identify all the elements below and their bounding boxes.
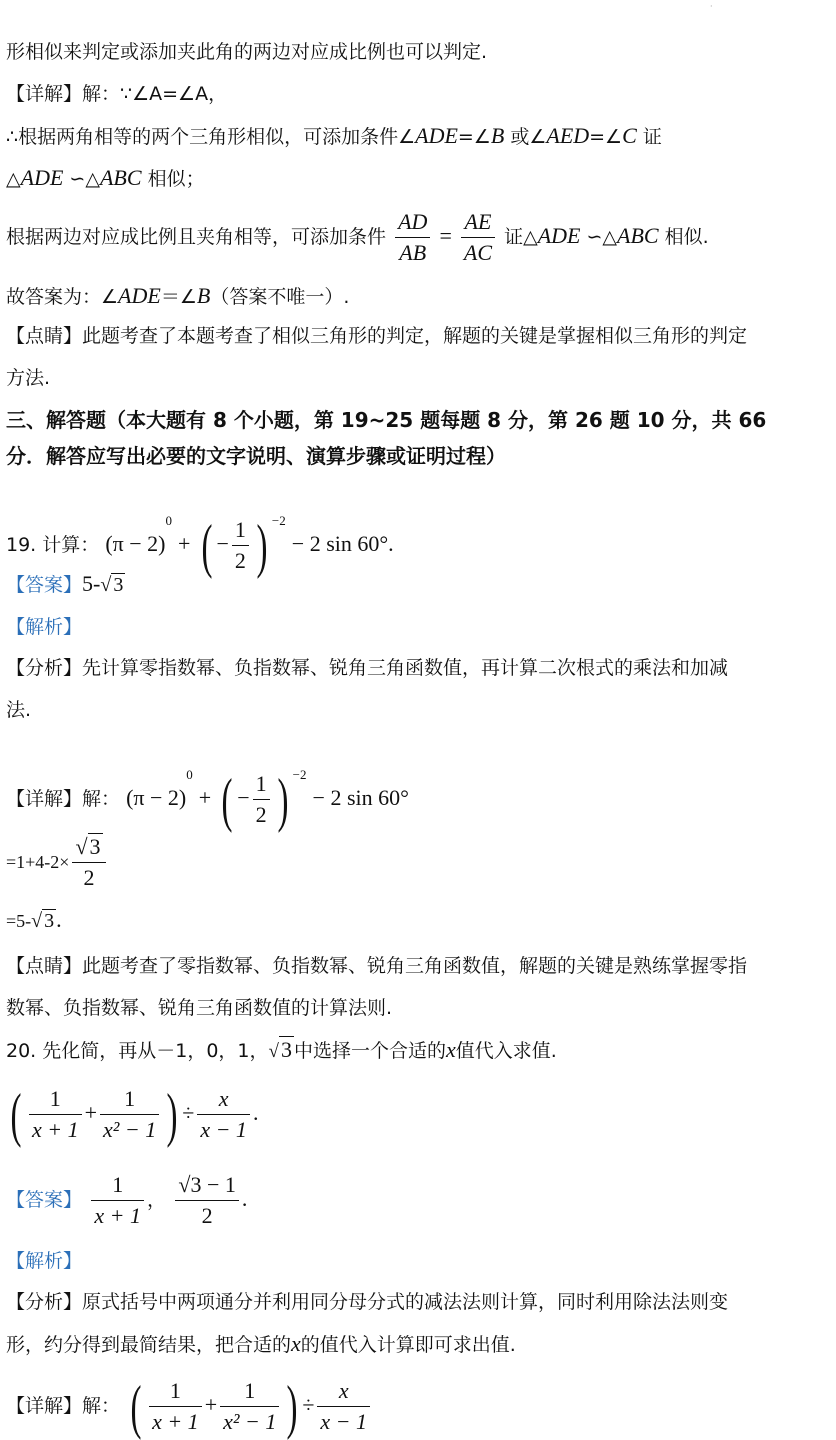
math-var: B bbox=[196, 283, 211, 308]
math-expr: (π − 2) bbox=[126, 785, 187, 810]
question-20-expr bbox=[6, 1078, 830, 1148]
condition-line bbox=[6, 122, 830, 151]
analysis-20-2 bbox=[6, 1330, 830, 1359]
denominator: 2 bbox=[72, 862, 105, 893]
detail-19 bbox=[6, 740, 830, 834]
fraction-ad-ab bbox=[395, 207, 430, 268]
divide: ÷ bbox=[182, 1100, 195, 1125]
text: 相似； bbox=[141, 168, 205, 190]
exponent: 0 bbox=[186, 767, 193, 782]
text: 相似. bbox=[658, 226, 709, 248]
text: 故答案为：∠ bbox=[6, 286, 119, 308]
right-paren: ) bbox=[166, 1081, 178, 1148]
text: 中选择一个合适的 bbox=[293, 1040, 446, 1062]
text: =∠ bbox=[457, 126, 491, 148]
math-var: ADE bbox=[20, 165, 64, 190]
period: . bbox=[241, 1186, 248, 1211]
section-heading: 三、解答题（本大题有 8 个小题，第 19~25 题每题 8 分，第 26 题 10 分，共 66 bbox=[6, 408, 767, 432]
question-label: 19. 计算： bbox=[6, 534, 100, 556]
denominator: x + 1 bbox=[94, 1203, 141, 1228]
right-paren: ) bbox=[256, 512, 268, 579]
right-paren: ) bbox=[286, 1373, 298, 1440]
math-expr: − 2 sin 60° bbox=[291, 531, 389, 556]
plus: + bbox=[84, 1100, 98, 1125]
answer-19 bbox=[6, 570, 830, 599]
numerator: 1 bbox=[100, 1084, 159, 1115]
numerator: 1 bbox=[253, 769, 270, 800]
text: ∽△ bbox=[63, 168, 100, 190]
denominator: x − 1 bbox=[320, 1409, 368, 1434]
ratio-line bbox=[6, 206, 830, 268]
denominator: AB bbox=[399, 240, 427, 265]
numerator: 1 bbox=[149, 1376, 202, 1407]
answer-value: 5- bbox=[82, 571, 101, 596]
denominator: 2 bbox=[201, 1203, 213, 1228]
minus: − bbox=[237, 785, 250, 810]
denominator: x + 1 bbox=[152, 1409, 199, 1434]
text: 根据两边对应成比例且夹角相等，可添加条件 bbox=[6, 226, 387, 248]
text: 解： bbox=[82, 788, 121, 810]
similar-line bbox=[6, 164, 830, 193]
fraction bbox=[149, 1376, 202, 1437]
text: 证△ bbox=[504, 226, 538, 248]
fraction bbox=[317, 1376, 370, 1437]
denominator: AC bbox=[463, 240, 493, 265]
radicand: 3 bbox=[44, 910, 55, 932]
text: （答案不唯一）. bbox=[210, 286, 350, 308]
denominator: 2 bbox=[255, 802, 267, 827]
math-expr: (π − 2) bbox=[105, 531, 166, 556]
left-paren: ( bbox=[10, 1081, 22, 1148]
step-text: =1+4-2× bbox=[6, 852, 70, 872]
radicand: 3 bbox=[113, 574, 124, 596]
math-var: ADE bbox=[537, 223, 581, 248]
numerator: √3 bbox=[75, 834, 101, 859]
comment-line-2: 方法. bbox=[6, 367, 51, 389]
text: ∽△ bbox=[580, 226, 618, 248]
text: 的值代入计算即可求出值. bbox=[300, 1334, 516, 1356]
math-var: ADE bbox=[415, 123, 458, 148]
analysis-tag-20 bbox=[6, 1246, 830, 1275]
section-heading-2: 分．解答应写出必要的文字说明、演算步骤或证明过程） bbox=[6, 444, 506, 468]
text: 证 bbox=[636, 126, 662, 148]
detail-tag: 【详解】 bbox=[6, 788, 83, 810]
minus: − bbox=[216, 531, 229, 556]
fraction-sqrt3-2 bbox=[72, 832, 105, 893]
numerator: 1 bbox=[91, 1170, 144, 1201]
period: . bbox=[252, 1100, 259, 1125]
fraction bbox=[175, 1170, 238, 1231]
math-var: C bbox=[622, 123, 637, 148]
numerator: x bbox=[317, 1376, 370, 1407]
math-var: x bbox=[445, 1037, 456, 1062]
step-2 bbox=[6, 906, 830, 935]
detail-tag: 【详解】 bbox=[6, 1395, 83, 1417]
denominator: 2 bbox=[234, 548, 246, 573]
period: . bbox=[388, 531, 394, 556]
radicand: 3 bbox=[89, 834, 101, 859]
math-expr: − 2 sin 60° bbox=[312, 785, 409, 810]
numerator: x bbox=[197, 1084, 250, 1115]
fraction-ae-ac bbox=[461, 207, 495, 268]
divide: ÷ bbox=[302, 1392, 315, 1417]
step-1 bbox=[6, 828, 830, 895]
text: 形，约分得到最简结果，把合适的 bbox=[6, 1334, 292, 1356]
detail-tag: 【详解】 bbox=[6, 83, 83, 105]
text: 解： bbox=[82, 1395, 121, 1417]
sqrt: √ 3 bbox=[31, 910, 55, 932]
numerator: 1 bbox=[232, 515, 249, 546]
answer-line bbox=[6, 282, 830, 311]
math-var: ABC bbox=[99, 165, 142, 190]
math-var: x bbox=[291, 1331, 301, 1356]
plus: + bbox=[178, 531, 191, 556]
math-var: ABC bbox=[617, 223, 659, 248]
right-paren: ) bbox=[277, 766, 289, 833]
question-label: 20. 先化简，再从－1，0，1， bbox=[6, 1040, 269, 1062]
analysis-tag: 【解析】 bbox=[6, 1250, 83, 1272]
math-var: ADE bbox=[118, 283, 161, 308]
left-paren: ( bbox=[200, 512, 212, 579]
plus: + bbox=[204, 1392, 218, 1417]
sqrt: √3 bbox=[268, 1037, 292, 1062]
exponent: −2 bbox=[292, 767, 307, 782]
numerator: 1 bbox=[220, 1376, 279, 1407]
text: =∠ bbox=[589, 126, 623, 148]
step-text: =5- bbox=[6, 911, 32, 931]
para-line: 形相似来判定或添加夹此角的两边对应成比例也可以判定. bbox=[6, 41, 488, 63]
comment-19-2: 数幂、负指数幂、锐角三角函数值的计算法则. bbox=[6, 997, 393, 1019]
answer-tag: 【答案】 bbox=[6, 1189, 83, 1211]
plus: + bbox=[198, 785, 212, 810]
left-paren: ( bbox=[130, 1373, 142, 1440]
denominator: x² − 1 bbox=[103, 1117, 157, 1142]
math-var: B bbox=[490, 123, 505, 148]
fraction bbox=[91, 1170, 144, 1231]
radicand: 3 bbox=[280, 1037, 292, 1062]
text: 或∠ bbox=[504, 126, 547, 148]
numerator: AD bbox=[395, 207, 430, 238]
denominator: x + 1 bbox=[31, 1117, 79, 1142]
period: . bbox=[56, 907, 62, 932]
detail-line bbox=[6, 80, 830, 108]
numerator: AE bbox=[461, 207, 495, 238]
text: ∴根据两角相等的两个三角形相似，可添加条件∠ bbox=[6, 126, 416, 148]
analysis-tag-19 bbox=[6, 612, 830, 641]
denominator: x² − 1 bbox=[223, 1409, 277, 1434]
denominator: x − 1 bbox=[200, 1117, 247, 1142]
fraction bbox=[29, 1084, 82, 1145]
answer-tag: 【答案】 bbox=[6, 574, 83, 596]
fraction bbox=[197, 1084, 250, 1145]
separator: ， bbox=[147, 1189, 167, 1211]
comment-line: 【点睛】此题考查了本题考查了相似三角形的判定，解题的关键是掌握相似三角形的判定 bbox=[6, 325, 748, 347]
math-var: AED bbox=[546, 123, 590, 148]
fraction bbox=[220, 1376, 279, 1437]
exponent: −2 bbox=[271, 513, 286, 528]
text: ＝∠ bbox=[160, 286, 197, 308]
text: △ bbox=[6, 168, 21, 190]
numerator: √3 − 1 bbox=[175, 1170, 238, 1201]
comment-19: 【点睛】此题考查了零指数幂、负指数幂、锐角三角函数值，解题的关键是熟练掌握零指 bbox=[6, 955, 748, 977]
fraction-half bbox=[232, 515, 249, 576]
question-19 bbox=[6, 486, 830, 580]
corner-mark: · bbox=[710, 2, 713, 11]
numerator: 1 bbox=[29, 1084, 82, 1115]
left-paren: ( bbox=[221, 766, 233, 833]
detail-text: 解：∵∠A=∠A， bbox=[82, 83, 228, 105]
answer-20 bbox=[6, 1164, 830, 1235]
question-20 bbox=[6, 1036, 830, 1066]
sqrt: √ 3 bbox=[100, 574, 124, 596]
fraction bbox=[100, 1084, 159, 1145]
analysis-19-2: 法. bbox=[6, 699, 32, 721]
exponent: 0 bbox=[165, 513, 172, 528]
analysis-19: 【分析】先计算零指数幂、负指数幂、锐角三角函数值，再计算二次根式的乘法和加减 bbox=[6, 657, 729, 679]
fraction-half bbox=[253, 769, 270, 830]
text: 值代入求值. bbox=[455, 1040, 557, 1062]
analysis-tag: 【解析】 bbox=[6, 616, 83, 638]
detail-20 bbox=[6, 1372, 830, 1439]
analysis-20: 【分析】原式括号中两项通分并利用同分母分式的减法法则计算，同时利用除法法则变 bbox=[6, 1291, 729, 1313]
equals: = bbox=[439, 223, 452, 248]
